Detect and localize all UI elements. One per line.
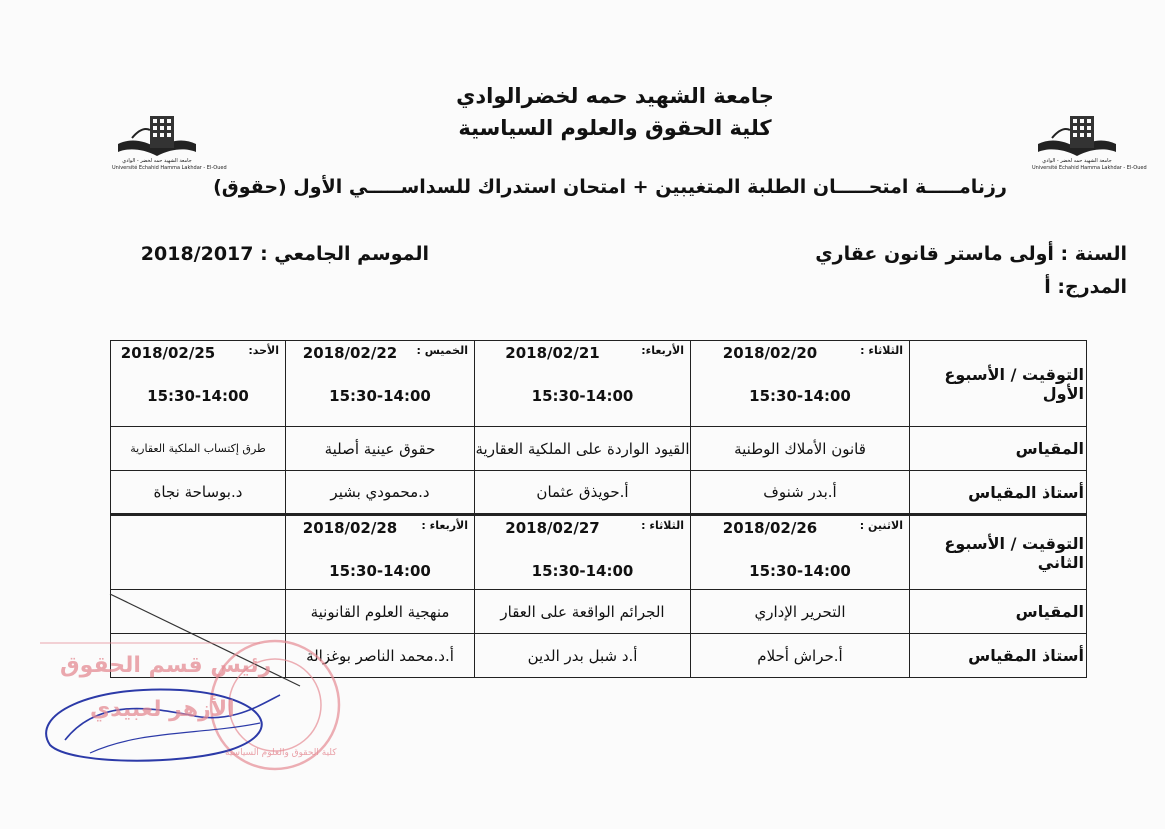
date-cell [475,341,691,427]
day-label: الثلاثاء : [860,344,903,357]
faculty-name: كلية الحقوق والعلوم السياسية [458,116,772,140]
document-title: رزنامـــــة امتحـــــان الطلبة المتغيبين + امتحان استدراك للسداســـــي الأول (حقوق) [213,176,1007,198]
module-name: قانون الأملاك الوطنية [691,427,910,471]
exam-date: 2018/02/22 [302,344,398,362]
day-label: الأحد: [248,344,279,357]
university-logo-left [112,108,227,178]
module-name: حقوق عينية أصلية [286,427,475,471]
week1-label: التوقيت / الأسبوع الأول [910,341,1087,427]
module-label: المقياس [910,590,1087,634]
exam-date: 2018/02/20 [722,344,818,362]
exam-time: 15:30-14:00 [329,387,431,405]
exam-time: 15:30-14:00 [749,562,851,580]
module-label: المقياس [910,427,1087,471]
exam-date: 2018/02/28 [302,519,398,537]
stamp-title: رئيس قسم الحقوق [60,653,272,678]
exam-time: 15:30-14:00 [329,562,431,580]
module-name: القيود الواردة على الملكية العقارية [475,427,691,471]
date-cell [286,515,475,590]
day-label: الأربعاء: [641,344,684,357]
university-logo-right [1032,108,1147,178]
book-building-icon [112,108,202,163]
date-cell [475,515,691,590]
date-cell [111,341,286,427]
week1-date-row [111,341,1087,427]
logo-caption-ar: جامعة الشهيد حمه لخضر - الوادي [1042,158,1112,164]
academic-season: الموسم الجامعي : 2018/2017 [140,243,429,265]
day-label: الثلاثاء : [641,519,684,532]
professor-label: أستاذ المقياس [910,471,1087,515]
empty-date-cell [111,515,286,590]
professor-name: أ.د.محمد الناصر بوغزالة [286,634,475,678]
professor-name: أ.بدر شنوف [691,471,910,515]
exam-hall: المدرج: أ [1044,276,1127,298]
day-label: الاثنين : [859,519,903,532]
professor-name: د.محمودي بشير [286,471,475,515]
module-name: الجرائم الواقعة على العقار [475,590,691,634]
day-label: الخميس : [416,344,468,357]
exam-time: 15:30-14:00 [531,387,634,405]
module-name: التحرير الإداري [691,590,910,634]
logo-caption-fr: Université Echahid Hamma Lakhdar - El-Oued [1032,165,1147,171]
university-name: جامعة الشهيد حمه لخضرالوادي [456,84,774,108]
date-cell [691,341,910,427]
logo-caption-fr: Université Echahid Hamma Lakhdar - El-Oued [112,165,227,171]
date-cell [286,341,475,427]
module-name: منهجية العلوم القانونية [286,590,475,634]
module-name: طرق إكتساب الملكية العقارية [111,427,286,471]
logo-caption-ar: جامعة الشهيد حمه لخضر - الوادي [122,158,192,164]
professor-label: أستاذ المقياس [910,634,1087,678]
week2-date-row [111,515,1087,590]
professor-name: أ.حراش أحلام [691,634,910,678]
exam-time: 15:30-14:00 [531,562,634,580]
exam-date: 2018/02/25 [120,344,216,362]
academic-year: السنة : أولى ماستر قانون عقاري [815,243,1127,265]
stamp-ring-text: كلية الحقوق والعلوم السياسية [225,748,337,758]
book-building-icon [1032,108,1122,163]
day-label: الأربعاء : [421,519,468,532]
professor-name: أ.د شبل بدر الدين [475,634,691,678]
empty-slot-strike [110,594,300,686]
professor-name: أ.حويذق عثمان [475,471,691,515]
exam-time: 15:30-14:00 [147,387,249,405]
week2-label: التوقيت / الأسبوع الثاني [910,515,1087,590]
date-cell [691,515,910,590]
professor-name: د.بوساحة نجاة [111,471,286,515]
exam-time: 15:30-14:00 [749,387,851,405]
stamp-name: الأزهر لعبيدي [90,697,235,722]
exam-date: 2018/02/26 [722,519,818,537]
exam-date: 2018/02/21 [505,344,600,362]
week1-module-row [111,427,1087,471]
exam-date: 2018/02/27 [505,519,600,537]
week1-professor-row [111,471,1087,515]
